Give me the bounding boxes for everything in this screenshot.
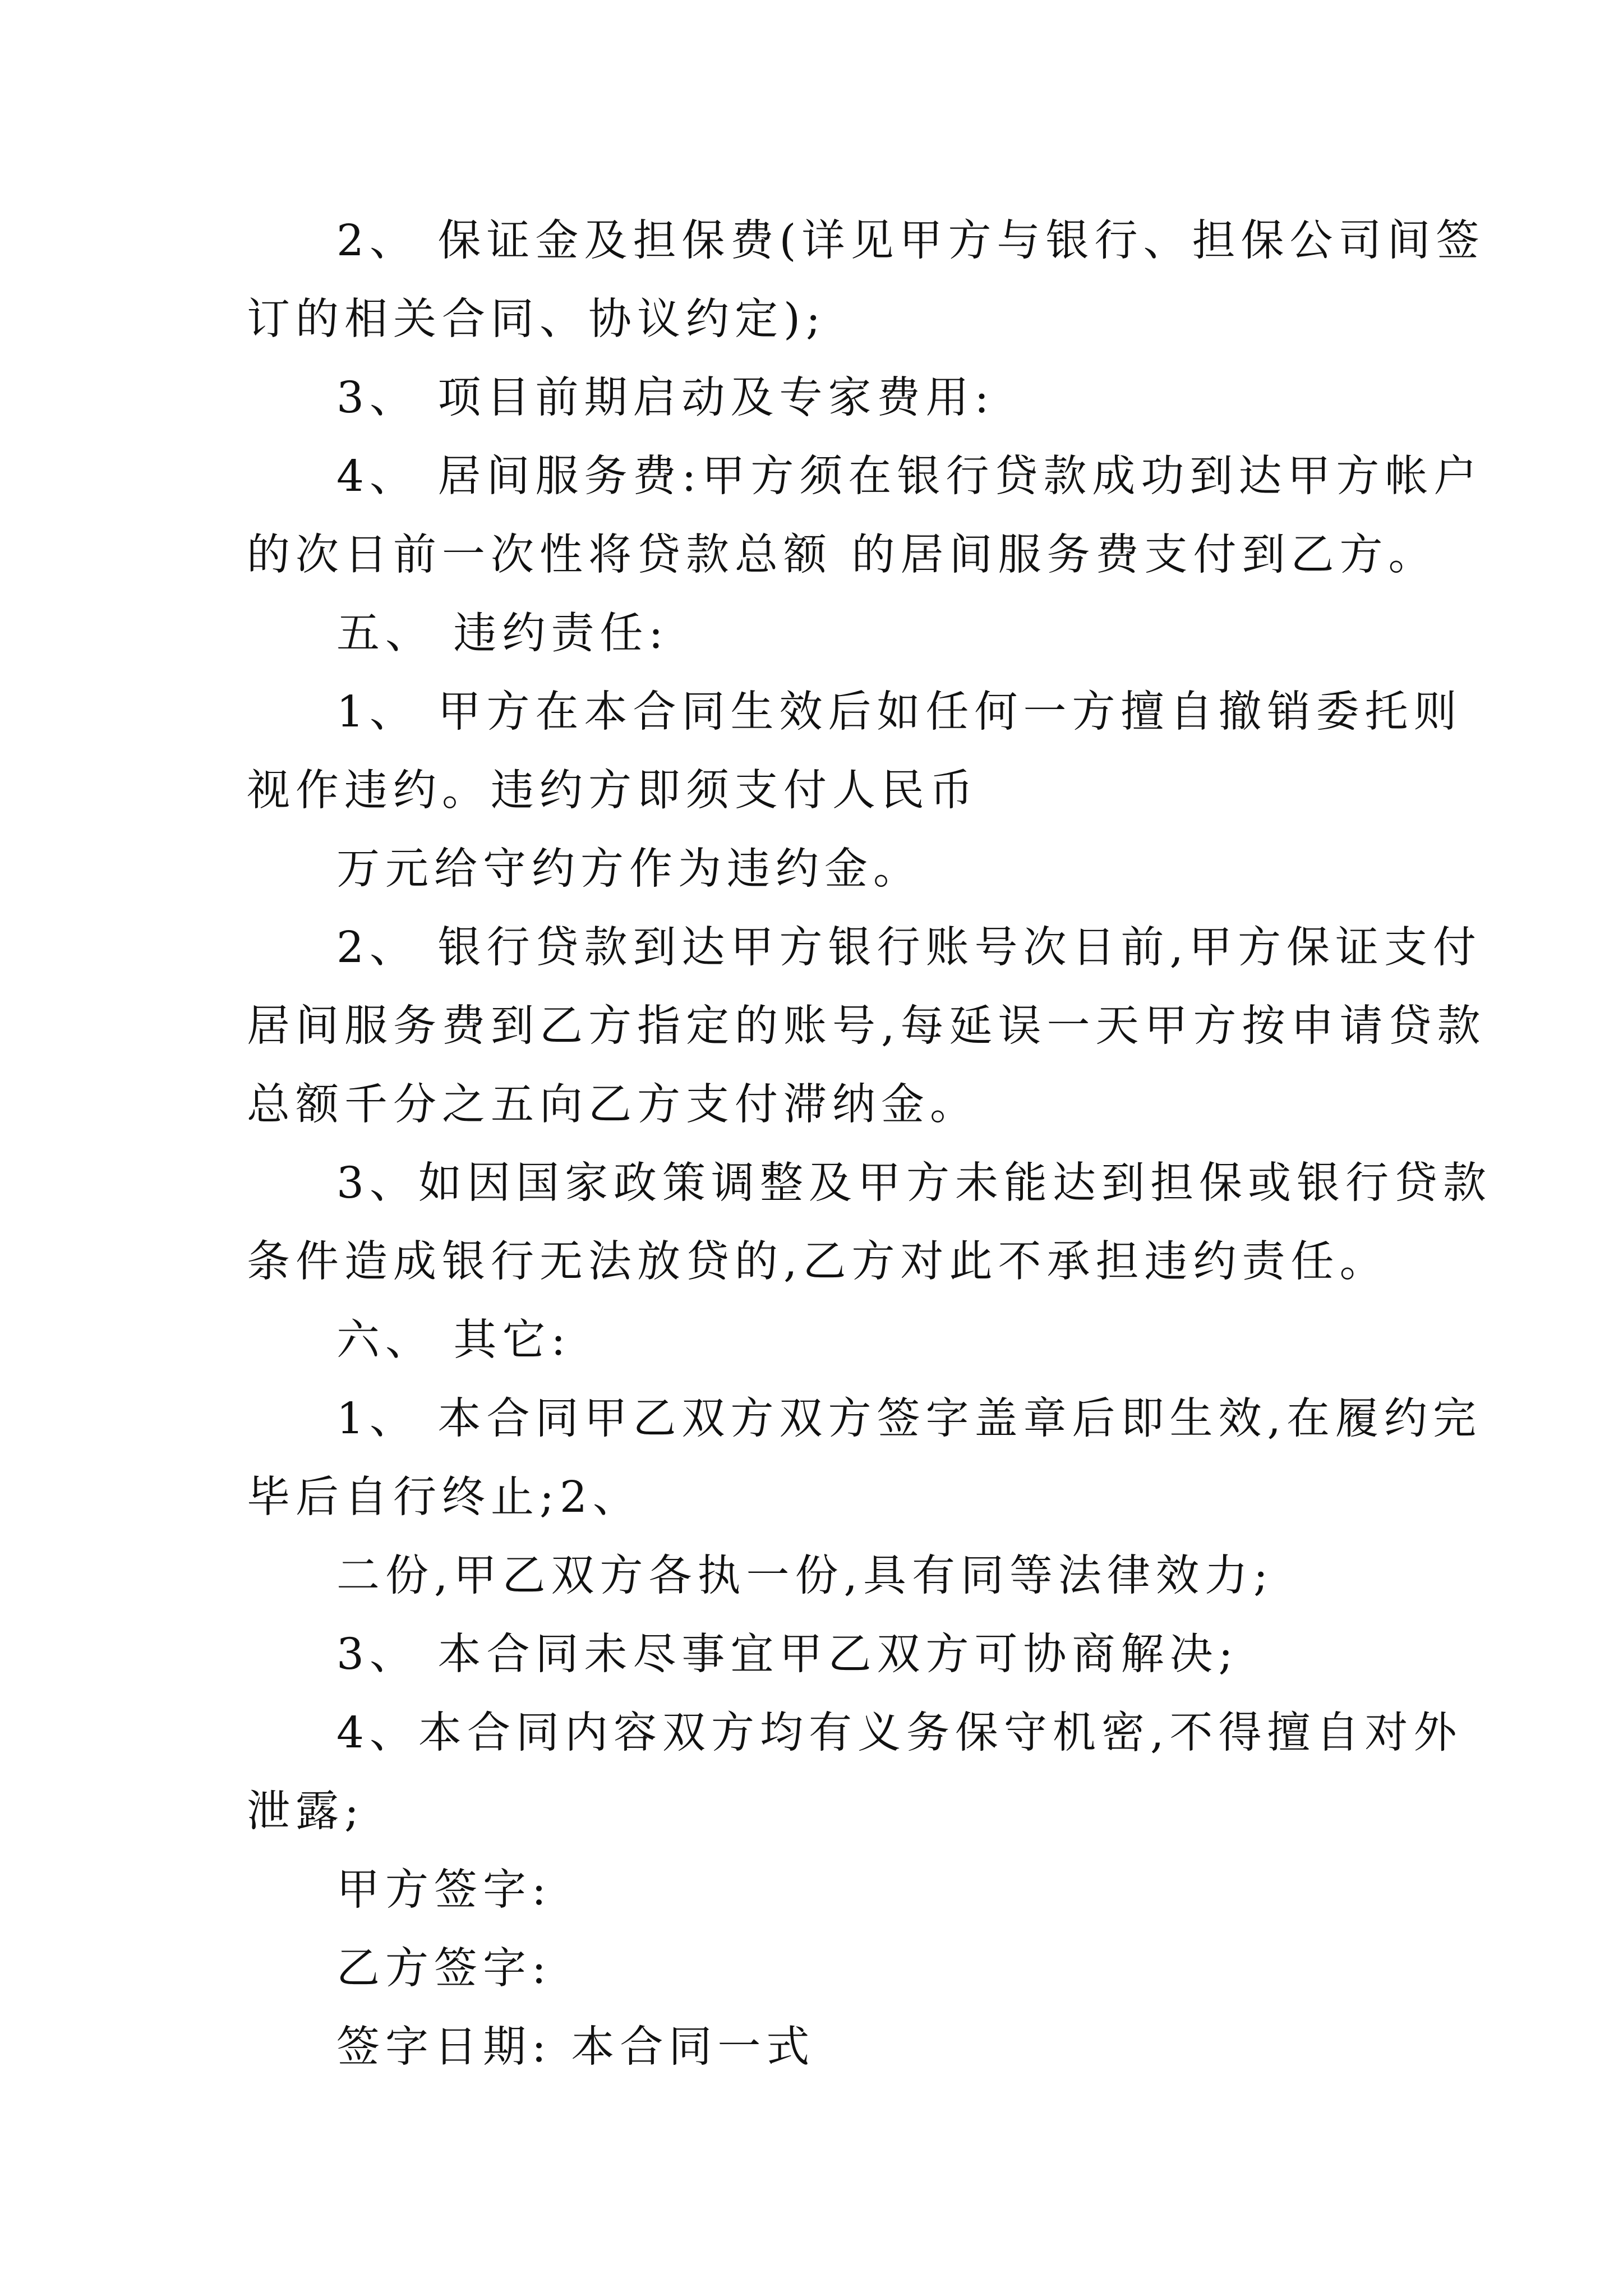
text-line: 2、 银行贷款到达甲方银行账号次日前,甲方保证支付 (336, 923, 1482, 973)
text-line: 3、 项目前期启动及专家费用: (336, 373, 995, 423)
signature-date-label: 签字日期: 本合同一式 (336, 2022, 815, 2072)
text-line: 4、本合同内容双方均有义务保守机密,不得擅自对外 (336, 1708, 1463, 1758)
text-line: 1、 甲方在本合同生效后如任何一方擅自撤销委托则 (336, 687, 1463, 737)
text-line: 订的相关合同、协议约定); (247, 295, 826, 344)
text-line: 条件造成银行无法放贷的,乙方对此不承担违约责任。 (247, 1237, 1389, 1287)
section-heading: 五、 违约责任: (336, 609, 669, 659)
signature-label-party-a: 甲方签字: (336, 1865, 552, 1915)
text-line: 总额千分之五向乙方支付滞纳金。 (247, 1080, 979, 1130)
text-line: 视作违约。违约方即须支付人民币 (247, 766, 979, 816)
text-line: 4、 居间服务费:甲方须在银行贷款成功到达甲方帐户 (336, 452, 1483, 501)
text-line: 泄露; (247, 1787, 365, 1837)
text-line: 居间服务费到乙方指定的账号,每延误一天甲方按申请贷款 (247, 1001, 1486, 1051)
text-line: 的次日前一次性将贷款总额 的居间服务费支付到乙方。 (247, 530, 1437, 580)
section-heading: 六、 其它: (336, 1315, 571, 1365)
text-line: 3、 本合同未尽事宜甲乙双方可协商解决; (336, 1630, 1239, 1680)
text-line: 2、 保证金及担保费(详见甲方与银行、担保公司间签 (336, 216, 1485, 266)
text-line: 毕后自行终止;2、 (247, 1473, 642, 1522)
text-line: 3、如因国家政策调整及甲方未能达到担保或银行贷款 (336, 1158, 1492, 1208)
signature-label-party-b: 乙方签字: (336, 1944, 552, 1994)
text-line: 1、 本合同甲乙双方双方签字盖章后即生效,在履约完 (336, 1394, 1482, 1444)
text-line: 二份,甲乙双方各执一份,具有同等法律效力; (336, 1551, 1274, 1601)
text-line: 万元给守约方作为违约金。 (336, 844, 922, 894)
